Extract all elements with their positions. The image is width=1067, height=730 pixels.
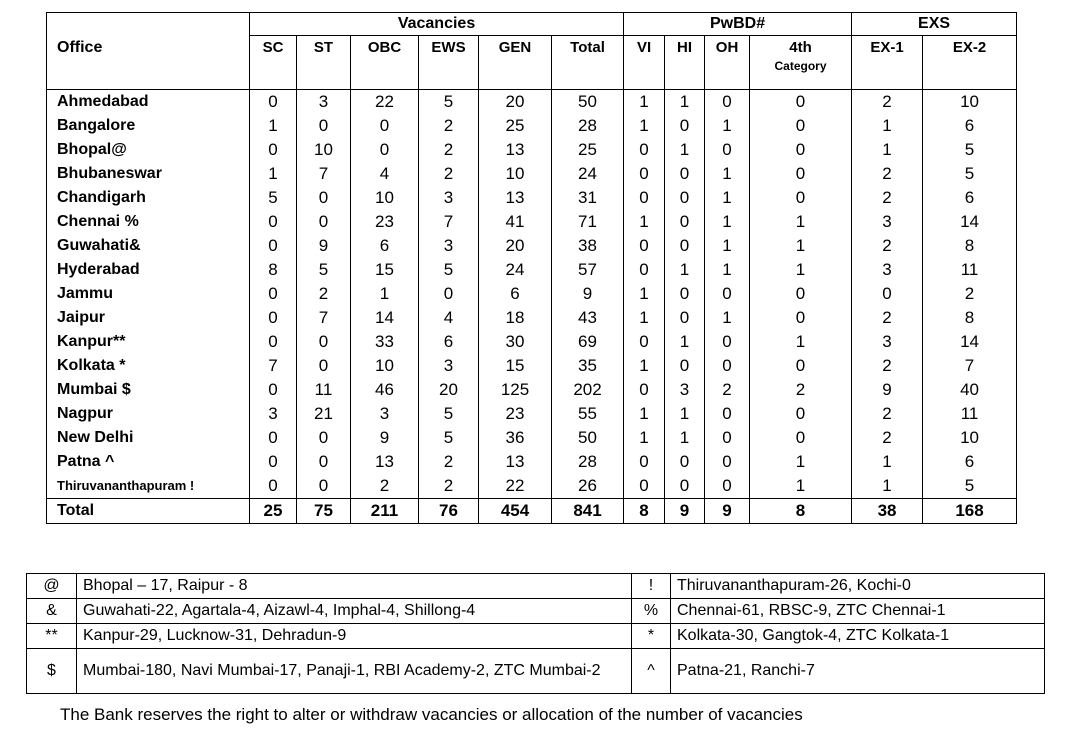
- cell-obc: 10: [351, 186, 419, 210]
- cell-office: Hyderabad: [47, 258, 250, 282]
- cell-ews: 7: [419, 210, 479, 234]
- cell-ex2: 10: [923, 89, 1017, 114]
- cell-obc: 6: [351, 234, 419, 258]
- footnote-row: [27, 574, 1045, 599]
- cell-cat4: 0: [750, 138, 852, 162]
- cell-ews: 6: [419, 330, 479, 354]
- cell-hi: 0: [665, 282, 705, 306]
- cell-ews: 5: [419, 402, 479, 426]
- cell-st: 0: [297, 114, 351, 138]
- table-row: [47, 402, 1017, 426]
- cell-oh: 0: [705, 282, 750, 306]
- cell-hi: 0: [665, 210, 705, 234]
- cell-oh: 0: [705, 330, 750, 354]
- cell-cat4: 1: [750, 234, 852, 258]
- cell-ex1: 3: [852, 210, 923, 234]
- cell-vi: 1: [624, 306, 665, 330]
- cell-gen: 30: [479, 330, 552, 354]
- footnote-row: [27, 624, 1045, 649]
- cell-ex1: 2: [852, 426, 923, 450]
- table-row: [47, 210, 1017, 234]
- table-row: [47, 378, 1017, 402]
- cell-sc: 0: [250, 330, 297, 354]
- cell-oh: 1: [705, 306, 750, 330]
- cell-office: Bangalore: [47, 114, 250, 138]
- cell-office: Mumbai $: [47, 378, 250, 402]
- cell-st: 10: [297, 138, 351, 162]
- cell-vi: 1: [624, 89, 665, 114]
- cell-office: Bhopal@: [47, 138, 250, 162]
- cell-ex2: 14: [923, 210, 1017, 234]
- cell-ex1: 0: [852, 282, 923, 306]
- cell-ex1: 2: [852, 354, 923, 378]
- cell-ex2: 11: [923, 402, 1017, 426]
- cell-sc: 0: [250, 450, 297, 474]
- cell-vi: 1: [624, 210, 665, 234]
- cell-hi: 0: [665, 306, 705, 330]
- total-gen: 454: [479, 498, 552, 523]
- cell-obc: 9: [351, 426, 419, 450]
- cell-ex2: 10: [923, 426, 1017, 450]
- cell-ex2: 14: [923, 330, 1017, 354]
- cell-obc: 23: [351, 210, 419, 234]
- cell-ex1: 9: [852, 378, 923, 402]
- table-row: [47, 450, 1017, 474]
- cell-total: 31: [552, 186, 624, 210]
- cell-total: 26: [552, 474, 624, 499]
- cell-gen: 23: [479, 402, 552, 426]
- table-row: [47, 89, 1017, 114]
- cell-total: 55: [552, 402, 624, 426]
- header-obc: OBC: [351, 36, 419, 90]
- cell-ews: 3: [419, 186, 479, 210]
- header-category: Category: [774, 59, 827, 73]
- cell-gen: 13: [479, 138, 552, 162]
- cell-office: Jammu: [47, 282, 250, 306]
- header-ex1: EX-1: [852, 36, 923, 90]
- footnote-text: Kanpur-29, Lucknow-31, Dehradun-9: [77, 624, 632, 649]
- cell-ex1: 3: [852, 330, 923, 354]
- total-sc: 25: [250, 498, 297, 523]
- total-obc: 211: [351, 498, 419, 523]
- total-vi: 8: [624, 498, 665, 523]
- cell-hi: 0: [665, 162, 705, 186]
- cell-oh: 0: [705, 474, 750, 499]
- footnote-text: Bhopal – 17, Raipur - 8: [77, 574, 632, 599]
- cell-sc: 0: [250, 426, 297, 450]
- cell-oh: 0: [705, 426, 750, 450]
- cell-ex2: 2: [923, 282, 1017, 306]
- cell-hi: 1: [665, 330, 705, 354]
- cell-ews: 5: [419, 426, 479, 450]
- cell-gen: 10: [479, 162, 552, 186]
- table-row: [47, 282, 1017, 306]
- cell-cat4: 0: [750, 282, 852, 306]
- table-row: [47, 186, 1017, 210]
- cell-vi: 0: [624, 474, 665, 499]
- cell-ex2: 11: [923, 258, 1017, 282]
- cell-vi: 1: [624, 354, 665, 378]
- cell-oh: 0: [705, 138, 750, 162]
- header-total: Total: [552, 36, 624, 90]
- cell-st: 0: [297, 426, 351, 450]
- cell-st: 0: [297, 450, 351, 474]
- total-st: 75: [297, 498, 351, 523]
- cell-ex1: 1: [852, 138, 923, 162]
- cell-vi: 0: [624, 378, 665, 402]
- footnote-symbol: *: [632, 624, 671, 649]
- cell-cat4: 1: [750, 330, 852, 354]
- cell-st: 0: [297, 210, 351, 234]
- cell-vi: 1: [624, 114, 665, 138]
- cell-cat4: 0: [750, 114, 852, 138]
- cell-oh: 1: [705, 186, 750, 210]
- header-ews: EWS: [419, 36, 479, 90]
- cell-total: 43: [552, 306, 624, 330]
- cell-ex1: 2: [852, 306, 923, 330]
- cell-st: 0: [297, 186, 351, 210]
- cell-cat4: 0: [750, 162, 852, 186]
- cell-ews: 3: [419, 354, 479, 378]
- cell-st: 9: [297, 234, 351, 258]
- header-group-row: [47, 13, 1017, 36]
- cell-oh: 1: [705, 234, 750, 258]
- cell-ex1: 2: [852, 186, 923, 210]
- cell-total: 50: [552, 426, 624, 450]
- footnote-text: Kolkata-30, Gangtok-4, ZTC Kolkata-1: [671, 624, 1045, 649]
- cell-gen: 15: [479, 354, 552, 378]
- cell-hi: 3: [665, 378, 705, 402]
- total-ex2: 168: [923, 498, 1017, 523]
- cell-ex2: 6: [923, 114, 1017, 138]
- cell-ews: 5: [419, 258, 479, 282]
- cell-ex1: 1: [852, 114, 923, 138]
- header-4th-category: [750, 36, 852, 90]
- cell-total: 57: [552, 258, 624, 282]
- table-row: [47, 330, 1017, 354]
- cell-ews: 5: [419, 89, 479, 114]
- cell-total: 24: [552, 162, 624, 186]
- header-vi: VI: [624, 36, 665, 90]
- cell-sc: 3: [250, 402, 297, 426]
- cell-obc: 4: [351, 162, 419, 186]
- cell-office: Thiruvananthapuram !: [47, 474, 250, 499]
- cell-sc: 0: [250, 306, 297, 330]
- cell-ex2: 6: [923, 186, 1017, 210]
- cell-total: 50: [552, 89, 624, 114]
- cell-vi: 0: [624, 450, 665, 474]
- cell-office: Guwahati&: [47, 234, 250, 258]
- cell-ews: 2: [419, 114, 479, 138]
- cell-vi: 1: [624, 402, 665, 426]
- cell-gen: 36: [479, 426, 552, 450]
- footnote-symbol: ^: [632, 649, 671, 694]
- cell-vi: 0: [624, 162, 665, 186]
- cell-st: 5: [297, 258, 351, 282]
- cell-office: Ahmedabad: [47, 89, 250, 114]
- cell-oh: 0: [705, 89, 750, 114]
- header-pwbd: PwBD#: [624, 13, 852, 36]
- cell-total: 38: [552, 234, 624, 258]
- cell-ex1: 2: [852, 234, 923, 258]
- cell-oh: 2: [705, 378, 750, 402]
- footnotes-body: [27, 574, 1045, 694]
- cell-office: Kolkata *: [47, 354, 250, 378]
- footnotes-table: [26, 573, 1045, 694]
- cell-cat4: 0: [750, 426, 852, 450]
- cell-total: 9: [552, 282, 624, 306]
- cell-total: 69: [552, 330, 624, 354]
- cell-ex1: 2: [852, 162, 923, 186]
- table-row: [47, 354, 1017, 378]
- cell-sc: 0: [250, 138, 297, 162]
- total-label: Total: [47, 498, 250, 523]
- footnote-symbol: %: [632, 599, 671, 624]
- cell-sc: 0: [250, 282, 297, 306]
- cell-st: 11: [297, 378, 351, 402]
- cell-hi: 0: [665, 474, 705, 499]
- cell-cat4: 2: [750, 378, 852, 402]
- cell-sc: 1: [250, 162, 297, 186]
- header-ex2: EX-2: [923, 36, 1017, 90]
- cell-oh: 0: [705, 354, 750, 378]
- cell-obc: 0: [351, 114, 419, 138]
- cell-office: Chandigarh: [47, 186, 250, 210]
- vacancy-table: [46, 12, 1017, 524]
- cell-sc: 8: [250, 258, 297, 282]
- total-ews: 76: [419, 498, 479, 523]
- cell-office: Bhubaneswar: [47, 162, 250, 186]
- table-row: [47, 306, 1017, 330]
- header-st: ST: [297, 36, 351, 90]
- cell-ex2: 6: [923, 450, 1017, 474]
- cell-obc: 46: [351, 378, 419, 402]
- cell-hi: 1: [665, 258, 705, 282]
- cell-ews: 2: [419, 450, 479, 474]
- cell-office: Patna ^: [47, 450, 250, 474]
- footnote-symbol: **: [27, 624, 77, 649]
- cell-ews: 2: [419, 138, 479, 162]
- cell-cat4: 1: [750, 258, 852, 282]
- cell-obc: 14: [351, 306, 419, 330]
- cell-vi: 0: [624, 138, 665, 162]
- total-hi: 9: [665, 498, 705, 523]
- cell-hi: 0: [665, 234, 705, 258]
- cut-off-text: The Bank reserves the right to alter or withdraw vacancies or allocation of the number of vacancies: [60, 705, 803, 724]
- cell-cat4: 0: [750, 89, 852, 114]
- cell-hi: 0: [665, 354, 705, 378]
- header-gen: GEN: [479, 36, 552, 90]
- cell-total: 202: [552, 378, 624, 402]
- cell-vi: 1: [624, 426, 665, 450]
- table-row: [47, 138, 1017, 162]
- cell-ex2: 8: [923, 234, 1017, 258]
- cell-oh: 1: [705, 258, 750, 282]
- cell-gen: 22: [479, 474, 552, 499]
- cell-hi: 0: [665, 114, 705, 138]
- cell-ex2: 5: [923, 162, 1017, 186]
- cell-st: 0: [297, 330, 351, 354]
- footnote-symbol: &: [27, 599, 77, 624]
- cell-hi: 1: [665, 402, 705, 426]
- table-row: [47, 114, 1017, 138]
- table-row: [47, 234, 1017, 258]
- cell-ex2: 7: [923, 354, 1017, 378]
- cell-cat4: 1: [750, 474, 852, 499]
- total-ex1: 38: [852, 498, 923, 523]
- cell-vi: 1: [624, 282, 665, 306]
- cell-total: 25: [552, 138, 624, 162]
- cell-sc: 0: [250, 89, 297, 114]
- cell-sc: 1: [250, 114, 297, 138]
- cell-gen: 125: [479, 378, 552, 402]
- cell-obc: 33: [351, 330, 419, 354]
- cell-obc: 2: [351, 474, 419, 499]
- cell-oh: 1: [705, 162, 750, 186]
- cell-cat4: 0: [750, 402, 852, 426]
- cell-gen: 13: [479, 186, 552, 210]
- cell-oh: 1: [705, 114, 750, 138]
- table-body: [47, 89, 1017, 498]
- header-oh: OH: [705, 36, 750, 90]
- footnote-row: [27, 649, 1045, 694]
- cell-cat4: 1: [750, 450, 852, 474]
- cell-total: 28: [552, 450, 624, 474]
- footnote-text: Guwahati-22, Agartala-4, Aizawl-4, Imphal-4, Shillong-4: [77, 599, 632, 624]
- footnote-symbol: !: [632, 574, 671, 599]
- cell-ex2: 8: [923, 306, 1017, 330]
- cell-sc: 0: [250, 378, 297, 402]
- cell-office: New Delhi: [47, 426, 250, 450]
- cell-st: 0: [297, 474, 351, 499]
- header-hi: HI: [665, 36, 705, 90]
- cell-gen: 20: [479, 89, 552, 114]
- cell-gen: 13: [479, 450, 552, 474]
- cell-sc: 0: [250, 234, 297, 258]
- cell-sc: 0: [250, 474, 297, 499]
- cell-vi: 0: [624, 186, 665, 210]
- cell-ews: 2: [419, 162, 479, 186]
- cell-sc: 0: [250, 210, 297, 234]
- cell-gen: 18: [479, 306, 552, 330]
- table-row: [47, 162, 1017, 186]
- cell-st: 0: [297, 354, 351, 378]
- cell-hi: 0: [665, 186, 705, 210]
- cell-sc: 5: [250, 186, 297, 210]
- cell-hi: 1: [665, 426, 705, 450]
- footnote-symbol: @: [27, 574, 77, 599]
- cell-st: 7: [297, 162, 351, 186]
- cell-office: Jaipur: [47, 306, 250, 330]
- cell-ews: 2: [419, 474, 479, 499]
- table-row: [47, 474, 1017, 499]
- cell-ex2: 40: [923, 378, 1017, 402]
- cell-st: 3: [297, 89, 351, 114]
- cell-office: Kanpur**: [47, 330, 250, 354]
- cell-hi: 1: [665, 138, 705, 162]
- cell-hi: 1: [665, 89, 705, 114]
- cell-ex1: 1: [852, 474, 923, 499]
- cell-cat4: 0: [750, 306, 852, 330]
- footnote-symbol: $: [27, 649, 77, 694]
- cell-obc: 0: [351, 138, 419, 162]
- footnote-row: [27, 599, 1045, 624]
- cell-ex2: 5: [923, 474, 1017, 499]
- cell-ews: 4: [419, 306, 479, 330]
- cell-obc: 15: [351, 258, 419, 282]
- cell-gen: 6: [479, 282, 552, 306]
- cell-ews: 20: [419, 378, 479, 402]
- total-row: [47, 498, 1017, 523]
- cell-vi: 0: [624, 234, 665, 258]
- header-column-row: [47, 36, 1017, 90]
- cell-ews: 0: [419, 282, 479, 306]
- cell-obc: 22: [351, 89, 419, 114]
- total-4th-category: 8: [750, 498, 852, 523]
- footnote-text: Thiruvananthapuram-26, Kochi-0: [671, 574, 1045, 599]
- cell-oh: 0: [705, 402, 750, 426]
- cell-oh: 1: [705, 210, 750, 234]
- cell-ex1: 2: [852, 402, 923, 426]
- cell-cat4: 0: [750, 354, 852, 378]
- cell-gen: 24: [479, 258, 552, 282]
- cell-total: 28: [552, 114, 624, 138]
- header-exs: EXS: [852, 13, 1017, 36]
- cell-office: Nagpur: [47, 402, 250, 426]
- header-blank: [47, 13, 250, 36]
- cell-total: 35: [552, 354, 624, 378]
- footnote-text: Patna-21, Ranchi-7: [671, 649, 1045, 694]
- cell-ex1: 1: [852, 450, 923, 474]
- cell-sc: 7: [250, 354, 297, 378]
- cell-obc: 1: [351, 282, 419, 306]
- footnote-text: Mumbai-180, Navi Mumbai-17, Panaji-1, RBI Academy-2, ZTC Mumbai-2: [77, 649, 632, 694]
- cell-gen: 41: [479, 210, 552, 234]
- cell-st: 21: [297, 402, 351, 426]
- cell-office: Chennai %: [47, 210, 250, 234]
- cell-cat4: 0: [750, 186, 852, 210]
- cell-vi: 0: [624, 330, 665, 354]
- table-row: [47, 258, 1017, 282]
- total-oh: 9: [705, 498, 750, 523]
- cell-obc: 13: [351, 450, 419, 474]
- cell-gen: 20: [479, 234, 552, 258]
- cell-st: 2: [297, 282, 351, 306]
- cell-oh: 0: [705, 450, 750, 474]
- footnote-text: Chennai-61, RBSC-9, ZTC Chennai-1: [671, 599, 1045, 624]
- cell-cat4: 1: [750, 210, 852, 234]
- cell-ex1: 2: [852, 89, 923, 114]
- cell-ex1: 3: [852, 258, 923, 282]
- header-vacancies: Vacancies: [250, 13, 624, 36]
- cell-vi: 0: [624, 258, 665, 282]
- cell-obc: 3: [351, 402, 419, 426]
- cell-obc: 10: [351, 354, 419, 378]
- header-4th: 4th: [789, 39, 812, 56]
- header-sc: SC: [250, 36, 297, 90]
- cell-st: 7: [297, 306, 351, 330]
- header-office: Office: [47, 36, 250, 90]
- cell-gen: 25: [479, 114, 552, 138]
- cell-ex2: 5: [923, 138, 1017, 162]
- table-row: [47, 426, 1017, 450]
- cell-hi: 0: [665, 450, 705, 474]
- cell-ews: 3: [419, 234, 479, 258]
- total-total: 841: [552, 498, 624, 523]
- cell-total: 71: [552, 210, 624, 234]
